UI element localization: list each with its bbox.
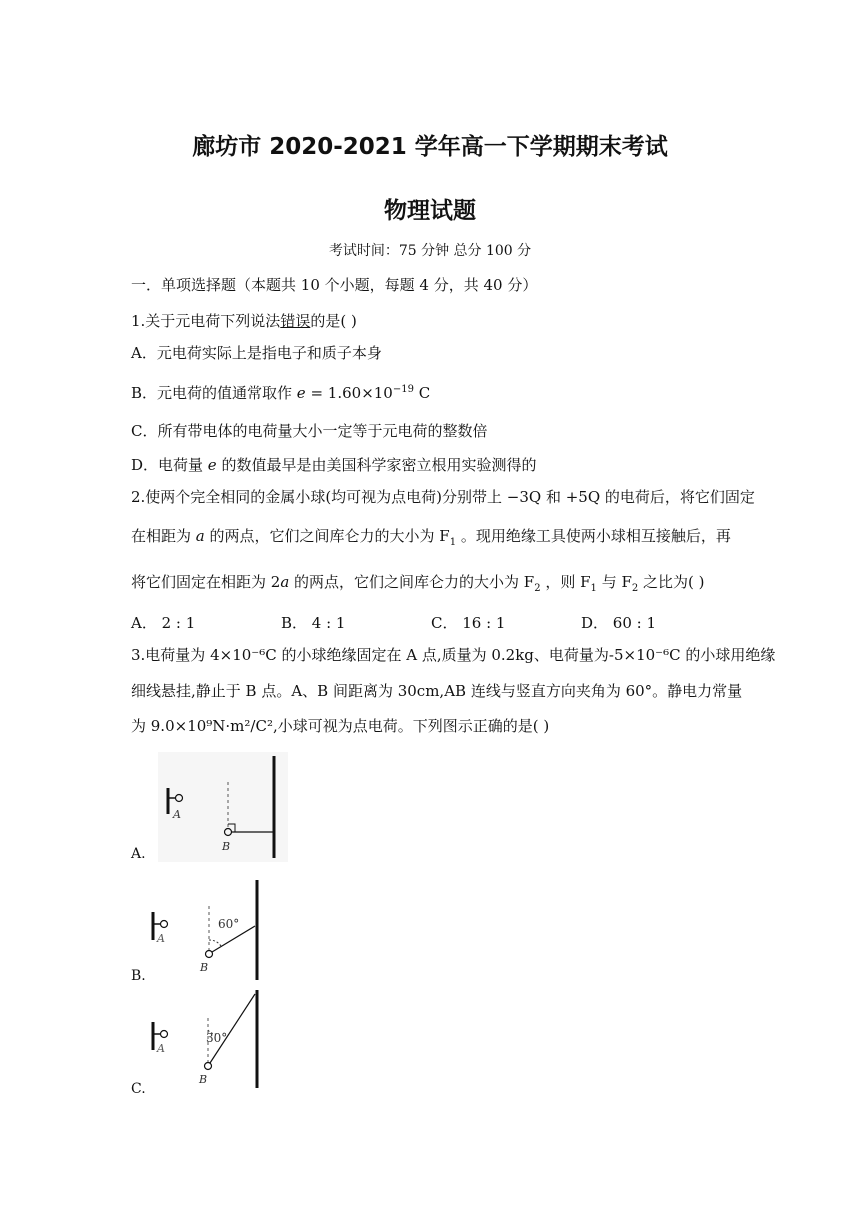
angle-arc — [209, 940, 221, 946]
q2-option-b: B． 4 : 1 — [281, 614, 346, 632]
q1-b-pre: B．元电荷的值通常取作 — [131, 384, 297, 402]
label-a: A — [157, 932, 165, 945]
q2-l2-post: 的两点，它们之间库仑力的大小为 F — [204, 527, 450, 545]
label-b: B — [222, 840, 231, 853]
q1-d-pre: D．电荷量 — [131, 456, 208, 474]
q1-d-e: e — [207, 456, 217, 474]
q1-d-post: 的数值最早是由美国科学家密立根用实验测得的 — [216, 456, 537, 474]
q1-b-unit: C — [413, 384, 431, 402]
q1-stem-pre: 1.关于元电荷下列说法 — [131, 312, 281, 330]
charge-a-ball — [161, 921, 168, 928]
q1-stem-post: 的是( ) — [310, 312, 357, 330]
angle-label: 30° — [206, 1031, 228, 1045]
figure-a-label: A. — [131, 846, 146, 862]
q2-l3-a: a — [280, 573, 290, 591]
figure-b — [148, 876, 268, 986]
q3-line-2: 细线悬挂,静止于 B 点。A、B 间距离为 30cm,AB 连线与竖直方向夹角为 60°。静电力常量 — [131, 682, 743, 700]
exam-info: 考试时间：75 分钟 总分 100 分 — [328, 243, 532, 259]
q2-l2-sub: 1 — [449, 537, 457, 548]
label-b: B — [199, 1073, 208, 1086]
exam-title: 廊坊市 2020-2021 学年高一下学期期末考试 — [192, 134, 668, 160]
q2-l2-end: 。现用绝缘工具使两小球相互接触后，再 — [456, 527, 731, 545]
q1-stem-underlined: 错误 — [280, 312, 311, 330]
q1-option-a: A．元电荷实际上是指电子和质子本身 — [131, 344, 382, 362]
q2-l3-mid: 的两点，它们之间库仑力的大小为 F — [289, 573, 535, 591]
q2-option-c: C． 16 : 1 — [431, 614, 506, 632]
charge-b-ball — [206, 951, 213, 958]
label-a: A — [173, 808, 181, 821]
q1-b-exp: −19 — [392, 384, 414, 395]
figure-a — [158, 752, 288, 862]
q2-l3-end: 之比为( ) — [638, 573, 705, 591]
q2-l3-sub2: 2 — [534, 583, 541, 594]
q2-option-a: A． 2 : 1 — [131, 614, 196, 632]
exam-subtitle: 物理试题 — [384, 198, 476, 224]
q1-option-c: C．所有带电体的电荷量大小一定等于元电荷的整数倍 — [131, 422, 488, 440]
label-b: B — [200, 961, 209, 974]
q2-line-1: 2.使两个完全相同的金属小球(均可视为点电荷)分别带上 −3Q 和 +5Q 的电荷后，将它们固定 — [131, 488, 755, 506]
q3-line-3: 为 9.0×10⁹N·m²/C²,小球可视为点电荷。下列图示正确的是( ) — [131, 717, 550, 735]
figure-c — [148, 988, 268, 1092]
thread — [210, 994, 255, 1063]
q2-line-2 — [131, 526, 731, 553]
q1-b-eq: = 1.60×10 — [305, 384, 393, 402]
q2-line-3 — [131, 572, 705, 599]
charge-a-ball — [161, 1031, 168, 1038]
figure-c-label: C. — [131, 1081, 146, 1097]
q3-line-1: 3.电荷量为 4×10⁻⁶C 的小球绝缘固定在 A 点,质量为 0.2kg、电荷量为-5×10⁻⁶C 的小球用绝缘 — [131, 646, 776, 664]
q2-l3-sub1: 1 — [590, 583, 597, 594]
q1-b-e: e — [296, 384, 306, 402]
q1-option-d — [131, 455, 536, 475]
charge-b-ball — [205, 1063, 212, 1070]
section-heading: 一．单项选择题（本题共 10 个小题，每题 4 分，共 40 分） — [131, 276, 538, 294]
q2-l3-and: 与 F — [596, 573, 632, 591]
q2-option-d: D． 60 : 1 — [581, 614, 657, 632]
question-1-stem — [131, 311, 357, 331]
label-a: A — [157, 1042, 165, 1055]
q2-l2-a: a — [195, 527, 205, 545]
q2-l2-pre: 在相距为 — [131, 527, 196, 545]
q2-l3-then: ，则 F — [540, 573, 591, 591]
q1-option-b — [131, 380, 430, 403]
q2-l3-pre: 将它们固定在相距为 2 — [131, 573, 281, 591]
angle-label: 60° — [218, 917, 240, 931]
figure-b-label: B. — [131, 968, 146, 984]
q2-l3-sub2b: 2 — [631, 583, 639, 594]
